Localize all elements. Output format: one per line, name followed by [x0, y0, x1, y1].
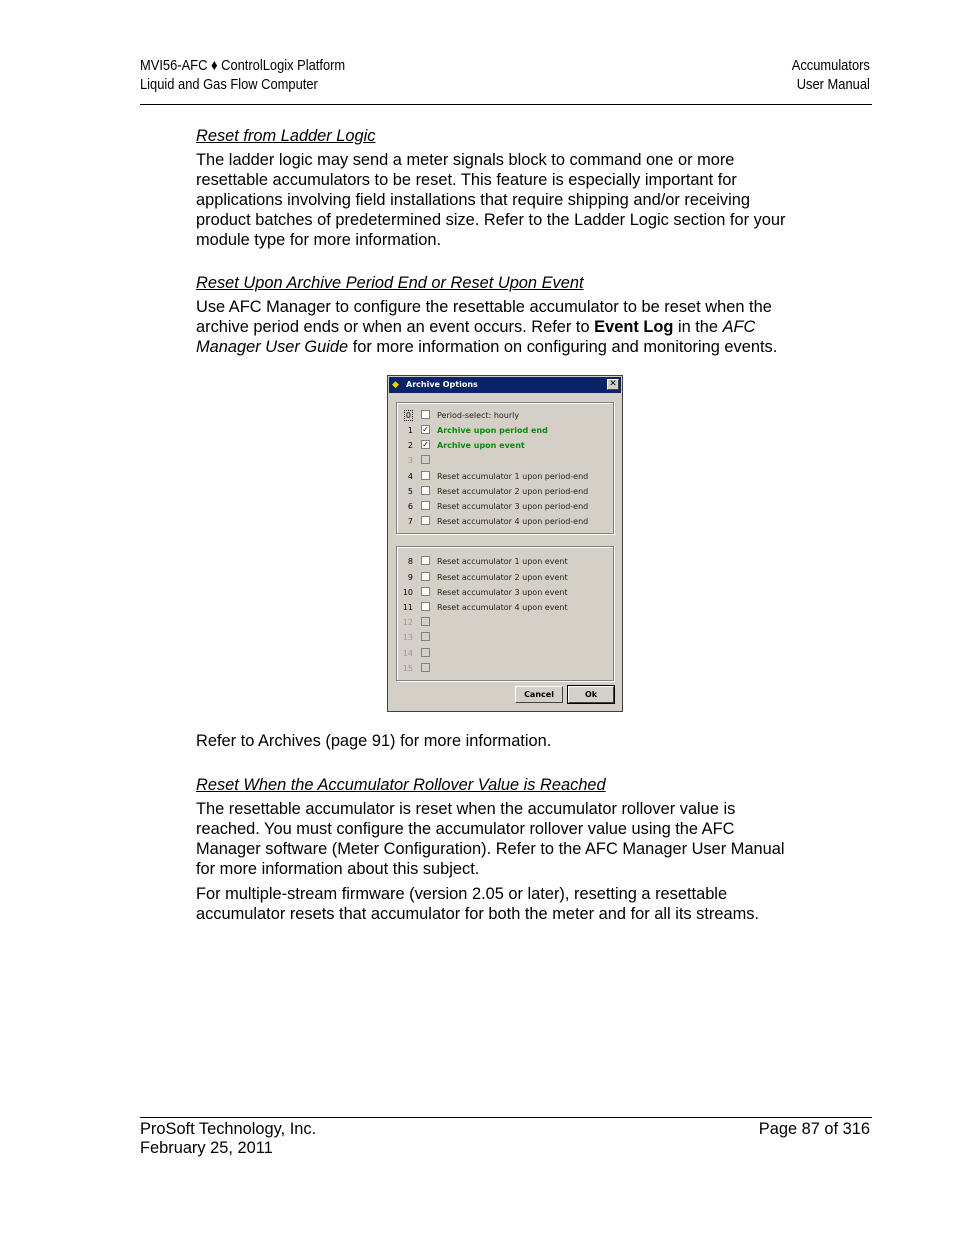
option-checkbox[interactable] [421, 471, 430, 480]
option-number: 12 [402, 618, 413, 627]
page-number: Page 87 of 316 [758, 1120, 870, 1138]
header-divider [140, 104, 872, 105]
option-number: 9 [407, 573, 413, 582]
option-row[interactable] [397, 586, 613, 601]
body-text: for more information on configuring and monitoring events. [348, 338, 778, 356]
option-label: Reset accumulator 4 upon event [437, 603, 568, 612]
option-row[interactable] [397, 500, 613, 515]
option-checkbox[interactable] [421, 572, 430, 581]
close-icon[interactable]: ✕ [607, 379, 619, 390]
body-line: product batches of predetermined size. Refer to the Ladder Logic section for your [196, 211, 786, 229]
option-label: Reset accumulator 1 upon period-end [437, 472, 589, 481]
option-number: 10 [402, 588, 413, 597]
section-heading: Reset When the Accumulator Rollover Value is Reached [196, 776, 606, 794]
footer-company: ProSoft Technology, Inc. [140, 1120, 317, 1138]
body-line [196, 317, 826, 337]
option-row [397, 454, 613, 469]
option-label: Period-select: hourly [437, 411, 520, 420]
option-label: Reset accumulator 3 upon event [437, 588, 568, 597]
option-number: 14 [402, 649, 413, 658]
event-log-ref: Event Log [594, 318, 674, 336]
option-row[interactable] [397, 601, 613, 616]
option-number: 6 [407, 502, 413, 511]
option-row[interactable] [397, 409, 613, 424]
section-heading: Reset from Ladder Logic [196, 127, 376, 145]
option-label: Reset accumulator 2 upon event [437, 573, 568, 582]
option-checkbox[interactable] [421, 410, 430, 419]
option-row[interactable] [397, 571, 613, 586]
body-line: module type for more information. [196, 231, 442, 249]
section-body [196, 799, 826, 879]
option-checkbox[interactable] [421, 602, 430, 611]
option-number: 8 [407, 557, 413, 566]
body-line: for more information about this subject. [196, 860, 480, 878]
option-label: Reset accumulator 2 upon period-end [437, 487, 589, 496]
section-body [196, 297, 826, 357]
option-checkbox [421, 648, 430, 657]
option-label: Reset accumulator 3 upon period-end [437, 502, 589, 511]
header-left [140, 56, 345, 94]
option-row[interactable] [397, 424, 613, 439]
cancel-button[interactable]: Cancel [515, 686, 563, 703]
section-heading: Reset Upon Archive Period End or Reset Upon Event [196, 274, 584, 292]
body-line: Manager software (Meter Configuration). Refer to the AFC Manager User Manual [196, 840, 785, 858]
option-number: 15 [402, 664, 413, 673]
body-text: in the [673, 318, 723, 336]
option-number: 7 [407, 517, 413, 526]
body-text: archive period ends or when an event occurs. Refer to [196, 318, 595, 336]
section-body [196, 150, 826, 250]
option-checkbox [421, 632, 430, 641]
archives-reference: Refer to Archives (page 91) for more information. [196, 732, 552, 750]
body-line: reached. You must configure the accumulator rollover value using the AFC [196, 820, 735, 838]
option-number: 5 [407, 487, 413, 496]
option-number: 4 [407, 472, 413, 481]
option-checkbox [421, 617, 430, 626]
option-label: Archive upon event [437, 441, 525, 450]
option-row [397, 631, 613, 646]
option-number: 2 [407, 441, 413, 450]
body-line: applications involving field installations that require shipping and/or receiving [196, 191, 750, 209]
guide-ref: Manager User Guide [196, 338, 349, 356]
option-row[interactable] [397, 555, 613, 570]
event-options-group [396, 546, 614, 681]
header-product-sub: Liquid and Gas Flow Computer [140, 76, 318, 93]
option-checkbox[interactable] [421, 516, 430, 525]
option-checkbox [421, 663, 430, 672]
option-row [397, 647, 613, 662]
option-label: Reset accumulator 4 upon period-end [437, 517, 589, 526]
option-checkbox[interactable] [421, 501, 430, 510]
option-row [397, 662, 613, 677]
footer-divider [140, 1117, 872, 1118]
option-checkbox[interactable]: ✓ [422, 440, 429, 449]
body-line: resettable accumulators to be reset. This feature is especially important for [196, 171, 737, 189]
option-checkbox[interactable] [421, 587, 430, 596]
option-checkbox[interactable]: ✓ [422, 425, 429, 434]
option-row[interactable] [397, 439, 613, 454]
guide-ref: AFC [722, 318, 756, 336]
section-reset-ladder [196, 126, 826, 250]
body-line: The ladder logic may send a meter signals block to command one or more [196, 151, 735, 169]
option-row[interactable] [397, 485, 613, 500]
archive-options-dialog [387, 375, 623, 712]
option-row[interactable] [397, 515, 613, 530]
option-label: Archive upon period end [437, 426, 548, 435]
section-body [196, 884, 826, 924]
footer-left [140, 1120, 316, 1158]
ok-button[interactable]: Ok [568, 686, 614, 703]
option-row [397, 616, 613, 631]
header-product: MVI56-AFC ♦ ControlLogix Platform [140, 57, 346, 74]
body-line [196, 337, 826, 357]
body-line: For multiple-stream firmware (version 2.05 or later), resetting a resettable [196, 885, 728, 903]
body-line: Use AFC Manager to configure the resettable accumulator to be reset when the [196, 298, 772, 316]
body-line: accumulator resets that accumulator for both the meter and for all its streams. [196, 905, 759, 923]
option-checkbox[interactable] [421, 486, 430, 495]
section-reset-archive [196, 273, 826, 357]
header-doc-type: User Manual [796, 76, 870, 93]
dialog-title-bar [389, 377, 621, 393]
option-checkbox[interactable] [421, 556, 430, 565]
body-line: The resettable accumulator is reset when the accumulator rollover value is [196, 800, 736, 818]
header-chapter: Accumulators [791, 57, 870, 74]
option-number: 1 [407, 426, 413, 435]
period-options-group [396, 402, 614, 534]
footer-right [759, 1120, 870, 1139]
option-row[interactable] [397, 470, 613, 485]
dialog-title: Archive Options [406, 380, 478, 389]
footer-date: February 25, 2011 [140, 1139, 273, 1157]
option-number: 0 [405, 411, 411, 420]
section-reset-rollover [196, 775, 826, 924]
option-label: Reset accumulator 1 upon event [437, 557, 568, 566]
option-number: 3 [407, 456, 413, 465]
option-checkbox [421, 455, 430, 464]
option-number: 11 [402, 603, 413, 612]
header-right [792, 56, 870, 94]
option-number: 13 [402, 633, 413, 642]
app-icon: ◆ [392, 380, 399, 390]
